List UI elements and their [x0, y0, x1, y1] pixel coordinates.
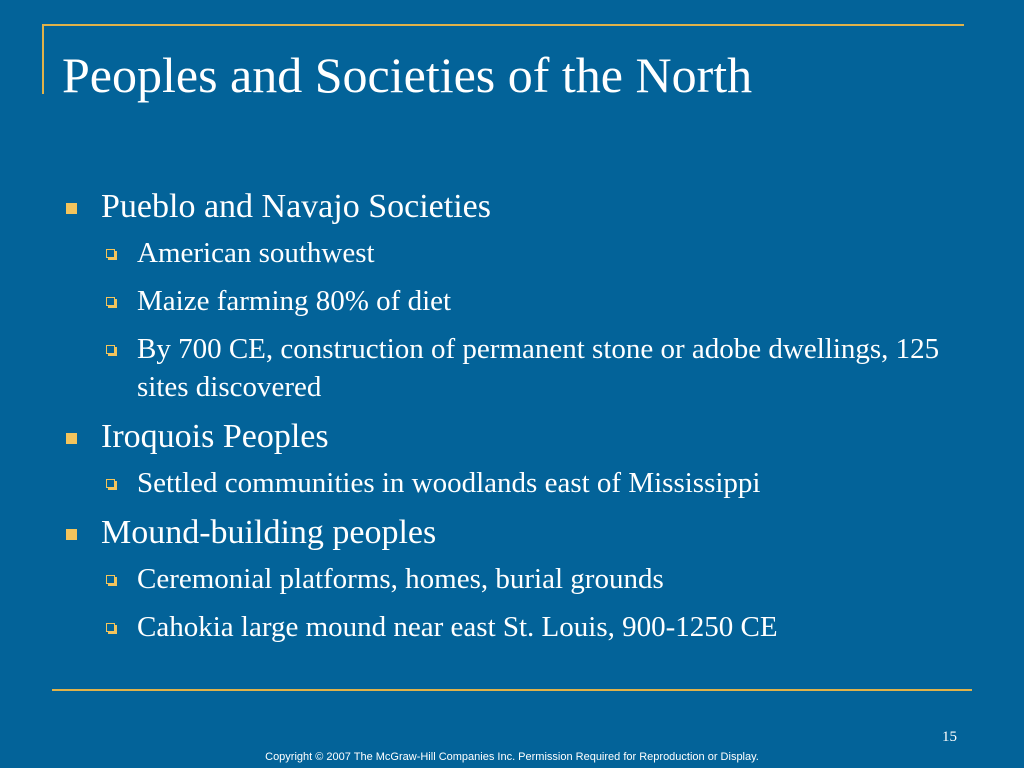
top-rule — [42, 24, 964, 26]
filled-square-icon — [66, 529, 77, 540]
list-item-text: Settled communities in woodlands east of Mississippi — [137, 467, 761, 499]
section-heading-iroquois — [66, 416, 966, 458]
section-heading-text: Mound-building peoples — [101, 514, 437, 551]
hollow-square-icon — [106, 623, 115, 632]
section-heading-text: Pueblo and Navajo Societies — [101, 188, 491, 225]
list-item-text: American southwest — [137, 237, 375, 269]
list-item — [66, 330, 966, 406]
list-item — [66, 234, 966, 272]
list-item-text: By 700 CE, construction of permanent stone or adobe dwellings, 125 sites discovered — [137, 333, 940, 403]
section-heading-text: Iroquois Peoples — [101, 418, 329, 455]
hollow-square-icon — [106, 297, 115, 306]
list-item — [66, 282, 966, 320]
copyright-notice: Copyright © 2007 The McGraw-Hill Companies Inc. Permission Required for Reproduction or Display. — [265, 751, 759, 763]
list-item-text: Ceremonial platforms, homes, burial grounds — [137, 563, 664, 595]
list-item — [66, 608, 966, 646]
list-item-text: Maize farming 80% of diet — [137, 285, 452, 317]
list-item — [66, 464, 966, 502]
slide-title: Peoples and Societies of the North — [62, 47, 753, 103]
section-heading-mound — [66, 512, 966, 554]
page-number: 15 — [942, 729, 957, 745]
hollow-square-icon — [106, 575, 115, 584]
hollow-square-icon — [106, 479, 115, 488]
bullet-list — [66, 186, 966, 656]
hollow-square-icon — [106, 345, 115, 354]
left-rule — [42, 24, 44, 94]
filled-square-icon — [66, 203, 77, 214]
list-item-text: Cahokia large mound near east St. Louis, 900-1250 CE — [137, 611, 778, 643]
section-heading-pueblo — [66, 186, 966, 228]
filled-square-icon — [66, 433, 77, 444]
hollow-square-icon — [106, 249, 115, 258]
bottom-rule — [52, 689, 972, 691]
list-item — [66, 560, 966, 598]
